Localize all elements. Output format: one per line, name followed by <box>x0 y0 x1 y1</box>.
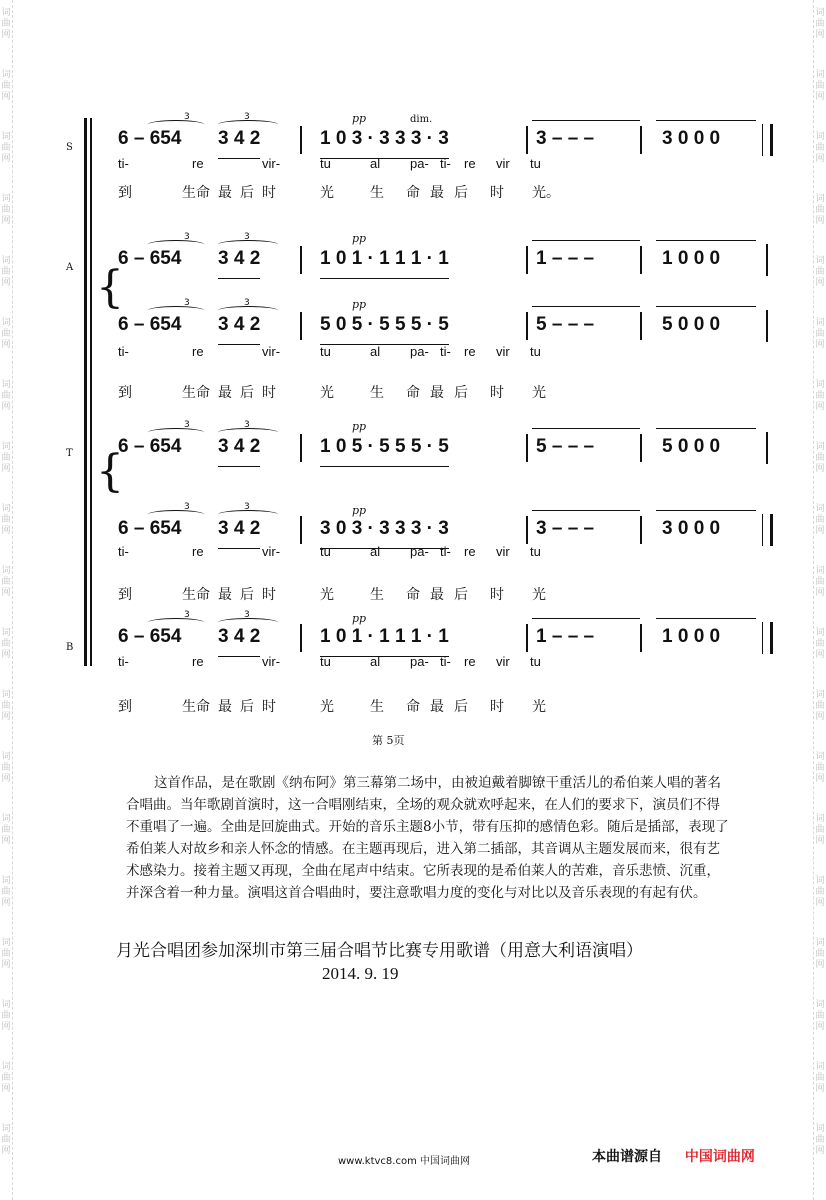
lyric-chinese: 时 <box>490 699 504 715</box>
barline <box>300 126 302 154</box>
lyric-italian: tu <box>530 344 541 359</box>
measure-1: 6 – 654 <box>118 436 182 457</box>
footer-source-label: 本曲谱源自 <box>592 1149 662 1165</box>
measure-1: 6 – 654 <box>118 626 182 647</box>
barline <box>640 246 642 274</box>
triplet-mark: 3 <box>244 232 250 242</box>
lyric-chinese: 生命 <box>182 185 210 201</box>
barline <box>766 432 768 464</box>
lyric-italian: vir <box>496 156 510 171</box>
lyric-chinese: 时 <box>262 185 276 201</box>
measure-2: 1 0 5 · 5 5 5 · 5 <box>320 436 449 467</box>
watermark-text: 词 曲 网 <box>1 566 11 598</box>
barline <box>300 624 302 652</box>
lyric-chinese: 命 <box>406 699 420 715</box>
watermark-text: 词 曲 网 <box>815 256 825 288</box>
voice-label-s: S <box>66 142 73 153</box>
lyric-chinese: 生命 <box>182 587 210 603</box>
lyric-chinese: 到 <box>118 587 132 603</box>
triplet-mark: 3 <box>244 298 250 308</box>
watermark-text: 词 曲 网 <box>815 318 825 350</box>
lyric-italian: re <box>464 654 476 669</box>
watermark-text: 词 曲 网 <box>1 194 11 226</box>
triplet-mark: 3 <box>184 420 190 430</box>
final-barline <box>762 124 773 156</box>
lyric-italian: pa- <box>410 654 429 669</box>
footer-credit <box>592 1146 755 1166</box>
measure-2: 1 0 3 · 3 3 3 · 3 <box>320 128 449 159</box>
final-barline <box>762 514 773 546</box>
measure-2: 1 0 1 · 1 1 1 · 1 <box>320 248 449 279</box>
lyric-chinese: 最 <box>430 587 444 603</box>
lyric-italian: vir <box>496 344 510 359</box>
barline <box>526 126 528 154</box>
watermark-text: 词 曲 网 <box>815 814 825 846</box>
document-title: 月光合唱团参加深圳市第三届合唱节比赛专用歌谱（用意大利语演唱） <box>116 941 643 961</box>
measure-4: 5 0 0 0 <box>662 436 721 457</box>
system-line <box>90 118 92 666</box>
brace-tenor: { <box>96 446 124 497</box>
lyric-chinese: 光 <box>320 699 334 715</box>
barline <box>300 516 302 544</box>
barline <box>526 246 528 274</box>
voice-label-b: B <box>66 642 74 653</box>
measure-3: 3 – – – <box>536 518 595 539</box>
measure-1-triplet: 3 4 2 <box>218 314 260 345</box>
measure-1: 6 – 654 <box>118 314 182 335</box>
lyric-chinese: 光 <box>320 185 334 201</box>
watermark-text: 词 曲 网 <box>815 380 825 412</box>
barline <box>766 310 768 342</box>
dynamic-pp: pp <box>352 612 367 625</box>
watermark-text: 词 曲 网 <box>815 876 825 908</box>
barline <box>526 434 528 462</box>
watermark-text: 词 曲 网 <box>1 132 11 164</box>
lyric-italian: re <box>464 156 476 171</box>
watermark-text: 词 曲 网 <box>1 442 11 474</box>
triplet-mark: 3 <box>184 112 190 122</box>
barline <box>300 246 302 274</box>
dynamic-pp: pp <box>352 112 367 125</box>
watermark-text: 词 曲 网 <box>815 1124 825 1156</box>
lyric-chinese: 时 <box>490 185 504 201</box>
lyric-chinese: 后 <box>240 185 254 201</box>
program-notes: 这首作品，是在歌剧《纳布阿》第三幕第二场中，由被迫戴着脚镣干重活儿的希伯莱人唱的著名合唱曲。当年歌剧首演时，这一合唱刚结束，全场的观众就欢呼起来，在人们的要求下，演员们不得不重唱了一遍。全曲是回旋曲式。开始的音乐主题8小节，带有压抑的感情色彩。随后是插部，表现了希伯莱人对故乡和亲人怀念的情感。在主题再现后，进入第二插部，其音调从主题发展而来，很有艺术感染力。接着主题又再现，全曲在尾声中结束。它所表现的是希伯莱人的苦难，音乐悲愤、沉重，并深含着一种力量。演唱这首合唱曲时，要注意歌唱力度的变化与对比以及音乐表现的有起有伏。 <box>126 775 729 901</box>
footer-brand[interactable]: 中国词曲网 <box>684 1149 755 1165</box>
document-date: 2014. 9. 19 <box>322 964 399 983</box>
measure-2: 1 0 1 · 1 1 1 · 1 <box>320 626 449 657</box>
footer-url[interactable]: www.ktvc8.com <box>338 1156 417 1167</box>
lyric-chinese: 命 <box>406 185 420 201</box>
barline <box>766 244 768 276</box>
lyric-italian: vir <box>496 544 510 559</box>
lyric-chinese: 命 <box>406 385 420 401</box>
lyric-italian: pa- <box>410 544 429 559</box>
triplet-mark: 3 <box>184 232 190 242</box>
measure-3: 3 – – – <box>536 128 595 149</box>
dynamic-pp: pp <box>352 504 367 517</box>
watermark-text: 词 曲 网 <box>1 938 11 970</box>
page-number: 第 5页 <box>372 734 405 747</box>
watermark-text: 词 曲 网 <box>815 194 825 226</box>
lyric-italian: re <box>192 544 204 559</box>
watermark-text: 词 曲 网 <box>1 256 11 288</box>
watermark-text: 词 曲 网 <box>1 380 11 412</box>
lyric-italian: ti- <box>440 544 451 559</box>
watermark-text: 词 曲 网 <box>1 752 11 784</box>
lyric-chinese: 最 <box>218 385 232 401</box>
lyric-chinese: 最 <box>430 185 444 201</box>
lyric-chinese: 后 <box>454 185 468 201</box>
watermark-text: 词 曲 网 <box>1 814 11 846</box>
lyric-italian: al <box>370 156 381 171</box>
triplet-mark: 3 <box>244 502 250 512</box>
watermark-text: 词 曲 网 <box>1 1062 11 1094</box>
lyric-italian: re <box>192 654 204 669</box>
watermark-text: 词 曲 网 <box>815 8 825 40</box>
lyric-chinese: 后 <box>240 385 254 401</box>
lyric-chinese: 时 <box>262 587 276 603</box>
lyric-italian: pa- <box>410 344 429 359</box>
measure-1: 6 – 654 <box>118 248 182 269</box>
lyric-chinese: 最 <box>430 699 444 715</box>
lyric-chinese: 命 <box>406 587 420 603</box>
lyric-italian: ti- <box>440 344 451 359</box>
lyric-italian: tu <box>320 156 331 171</box>
watermark-text: 词 曲 网 <box>1 876 11 908</box>
watermark-text: 词 曲 网 <box>815 938 825 970</box>
lyric-italian: ti- <box>440 654 451 669</box>
barline <box>300 434 302 462</box>
lyric-italian: tu <box>530 544 541 559</box>
watermark-text: 词 曲 网 <box>815 442 825 474</box>
measure-2: 5 0 5 · 5 5 5 · 5 <box>320 314 449 345</box>
watermark-text: 词 曲 网 <box>815 1062 825 1094</box>
lyric-italian: tu <box>530 156 541 171</box>
lyric-italian: ti- <box>118 156 129 171</box>
measure-4: 1 0 0 0 <box>662 248 721 269</box>
lyric-chinese: 到 <box>118 699 132 715</box>
watermark-text: 词 曲 网 <box>815 504 825 536</box>
dynamic-pp: pp <box>352 232 367 245</box>
watermark-text: 词 曲 网 <box>1 8 11 40</box>
measure-2: 3 0 3 · 3 3 3 · 3 <box>320 518 449 549</box>
lyric-chinese: 光 <box>320 385 334 401</box>
measure-4: 5 0 0 0 <box>662 314 721 335</box>
barline <box>640 312 642 340</box>
lyric-italian: vir- <box>262 156 281 171</box>
watermark-text: 词 曲 网 <box>815 70 825 102</box>
lyric-chinese: 后 <box>454 587 468 603</box>
dynamic-dim: dim. <box>410 114 433 125</box>
dynamic-pp: pp <box>352 420 367 433</box>
dynamic-pp: pp <box>352 298 367 311</box>
voice-label-t: T <box>66 448 73 459</box>
measure-1-triplet: 3 4 2 <box>218 436 260 467</box>
lyric-chinese: 生 <box>370 185 384 201</box>
lyric-italian: tu <box>320 654 331 669</box>
lyric-italian: vir- <box>262 654 281 669</box>
lyric-italian: vir- <box>262 544 281 559</box>
triplet-mark: 3 <box>184 610 190 620</box>
footer-site-name: 中国词曲网 <box>420 1156 471 1167</box>
measure-4: 3 0 0 0 <box>662 128 721 149</box>
watermark-text: 词 曲 网 <box>1 70 11 102</box>
triplet-mark: 3 <box>244 420 250 430</box>
triplet-mark: 3 <box>244 610 250 620</box>
lyric-chinese: 时 <box>262 699 276 715</box>
measure-1-triplet: 3 4 2 <box>218 626 260 657</box>
measure-3: 5 – – – <box>536 314 595 335</box>
lyric-chinese: 最 <box>430 385 444 401</box>
lyric-chinese: 光 <box>320 587 334 603</box>
lyric-chinese: 到 <box>118 385 132 401</box>
lyric-chinese: 后 <box>454 699 468 715</box>
lyric-chinese: 最 <box>218 699 232 715</box>
barline <box>640 516 642 544</box>
measure-1: 6 – 654 <box>118 518 182 539</box>
lyric-italian: ti- <box>440 156 451 171</box>
measure-4: 3 0 0 0 <box>662 518 721 539</box>
measure-3: 1 – – – <box>536 626 595 647</box>
triplet-mark: 3 <box>184 298 190 308</box>
lyric-italian: vir <box>496 654 510 669</box>
triplet-mark: 3 <box>184 502 190 512</box>
barline <box>640 126 642 154</box>
lyric-chinese: 生命 <box>182 385 210 401</box>
watermark-text: 词 曲 网 <box>1 504 11 536</box>
watermark-text: 词 曲 网 <box>815 566 825 598</box>
lyric-italian: re <box>192 344 204 359</box>
lyric-chinese: 时 <box>262 385 276 401</box>
lyric-chinese: 生命 <box>182 699 210 715</box>
system-bracket <box>84 118 87 666</box>
lyric-chinese: 生 <box>370 385 384 401</box>
watermark-text: 词 曲 网 <box>815 1000 825 1032</box>
watermark-text: 词 曲 网 <box>815 132 825 164</box>
lyric-italian: al <box>370 544 381 559</box>
watermark-text: 词 曲 网 <box>1 628 11 660</box>
lyric-italian: ti- <box>118 544 129 559</box>
lyric-chinese: 最 <box>218 185 232 201</box>
lyric-italian: re <box>192 156 204 171</box>
lyric-chinese: 后 <box>454 385 468 401</box>
lyric-italian: re <box>464 344 476 359</box>
measure-3: 1 – – – <box>536 248 595 269</box>
watermark-text: 词 曲 网 <box>1 1000 11 1032</box>
voice-label-a: A <box>66 262 74 273</box>
measure-1-triplet: 3 4 2 <box>218 128 260 159</box>
watermark-text: 词 曲 网 <box>1 318 11 350</box>
lyric-italian: re <box>464 544 476 559</box>
lyric-italian: pa- <box>410 156 429 171</box>
barline <box>526 312 528 340</box>
lyric-italian: ti- <box>118 344 129 359</box>
barline <box>640 434 642 462</box>
lyric-chinese: 时 <box>490 587 504 603</box>
lyric-italian: al <box>370 344 381 359</box>
lyric-chinese: 时 <box>490 385 504 401</box>
final-barline <box>762 622 773 654</box>
lyric-chinese: 光 <box>532 699 546 715</box>
lyric-chinese: 生 <box>370 699 384 715</box>
lyric-chinese: 到 <box>118 185 132 201</box>
barline <box>526 516 528 544</box>
lyric-italian: al <box>370 654 381 669</box>
lyric-italian: tu <box>320 344 331 359</box>
lyric-italian: vir- <box>262 344 281 359</box>
lyric-chinese: 生 <box>370 587 384 603</box>
lyric-chinese: 最 <box>218 587 232 603</box>
brace-alto: { <box>96 262 124 313</box>
lyric-chinese: 光 <box>532 385 546 401</box>
watermark-text: 词 曲 网 <box>815 752 825 784</box>
measure-1-triplet: 3 4 2 <box>218 518 260 549</box>
barline <box>526 624 528 652</box>
barline <box>300 312 302 340</box>
barline <box>640 624 642 652</box>
watermark-text: 词 曲 网 <box>815 628 825 660</box>
lyric-chinese: 光。 <box>532 185 560 201</box>
measure-3: 5 – – – <box>536 436 595 457</box>
measure-1: 6 – 654 <box>118 128 182 149</box>
measure-4: 1 0 0 0 <box>662 626 721 647</box>
lyric-italian: tu <box>320 544 331 559</box>
lyric-italian: ti- <box>118 654 129 669</box>
watermark-text: 词 曲 网 <box>1 1124 11 1156</box>
lyric-italian: tu <box>530 654 541 669</box>
lyric-chinese: 后 <box>240 587 254 603</box>
measure-1-triplet: 3 4 2 <box>218 248 260 279</box>
watermark-text: 词 曲 网 <box>815 690 825 722</box>
triplet-mark: 3 <box>244 112 250 122</box>
lyric-chinese: 后 <box>240 699 254 715</box>
lyric-chinese: 光 <box>532 587 546 603</box>
footer-source-url <box>338 1152 470 1167</box>
watermark-text: 词 曲 网 <box>1 690 11 722</box>
